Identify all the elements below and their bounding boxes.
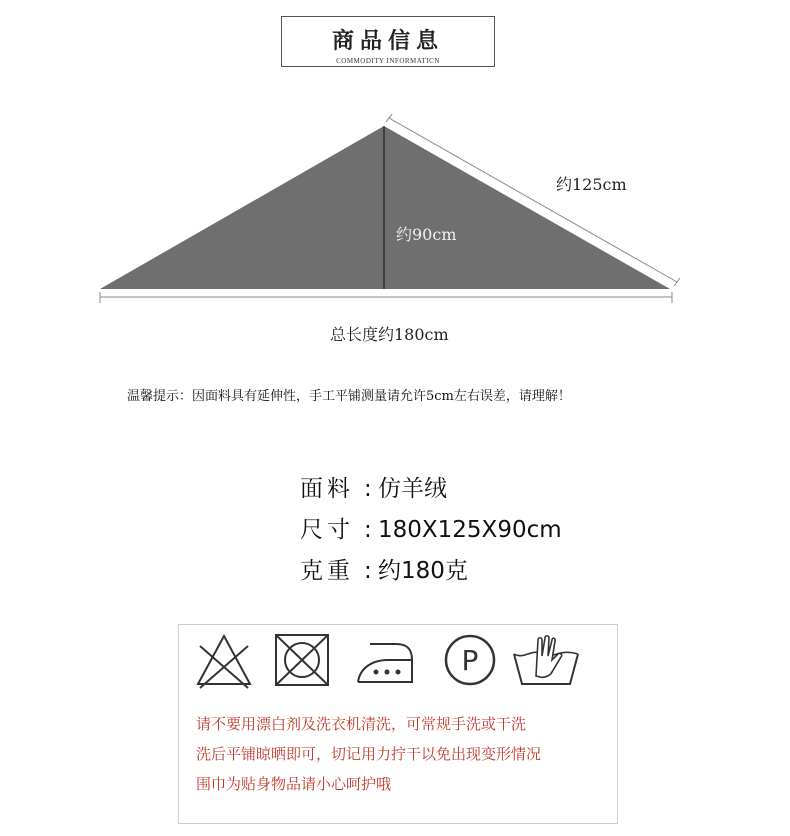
- spec-label: 尺寸: [300, 517, 354, 543]
- total-length-label: 总长度约180cm: [330, 325, 449, 344]
- spec-row-weight: 克重 : 约180克: [300, 552, 468, 585]
- iron-icon: [350, 630, 420, 690]
- side-length-label: 约125cm: [556, 175, 627, 194]
- measurement-tip: 温馨提示：因面料具有延伸性，手工平铺测量请允许5cm左右误差，请理解！: [127, 389, 571, 404]
- svg-text:P: P: [461, 644, 479, 677]
- care-line-1: 请不要用漂白剂及洗衣机清洗，可常规手洗或干洗: [196, 715, 527, 733]
- no-bleach-icon: [192, 630, 256, 690]
- spec-row-size: 尺寸 : 180X125X90cm: [300, 511, 562, 544]
- section-subtitle: COMMODITY INFORMATICN: [336, 57, 440, 65]
- spec-value: 仿羊绒: [378, 476, 447, 502]
- hand-wash-icon: [510, 630, 582, 690]
- care-line-2: 洗后平铺晾晒即可，切记用力拧干以免出现变形情况: [196, 745, 542, 763]
- dry-clean-p-icon: [438, 630, 502, 690]
- section-title: 商品信息: [331, 28, 444, 54]
- spec-value: 180X125X90cm: [378, 517, 562, 543]
- height-label: 约90cm: [396, 225, 457, 244]
- spec-label: 克重: [300, 558, 354, 584]
- no-machine-wash-icon: [270, 630, 334, 690]
- care-line-3: 围巾为贴身物品请小心呵护哦: [196, 775, 392, 793]
- scarf-triangle: [100, 126, 670, 289]
- spec-value: 约180克: [378, 558, 468, 584]
- spec-row-material: 面料 : 仿羊绒: [300, 470, 447, 503]
- spec-label: 面料: [300, 476, 354, 502]
- scarf-size-diagram: [0, 0, 790, 320]
